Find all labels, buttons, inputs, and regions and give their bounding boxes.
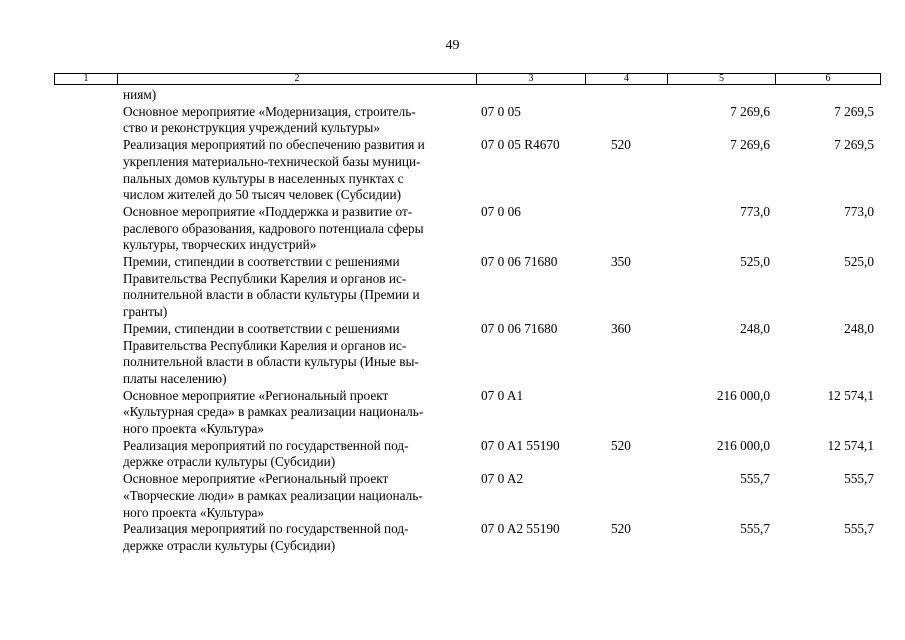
- row-name-line: Основное мероприятие «Региональный проект: [123, 387, 389, 403]
- row-name-line: «Творческие люди» в рамках реализации националь-: [123, 487, 423, 503]
- row-code: 07 0 A1 55190: [481, 437, 560, 453]
- row-amount-1: 248,0: [740, 320, 770, 336]
- table-row: [0, 438, 905, 471]
- row-amount-1: 773,0: [740, 203, 770, 219]
- row-name: [123, 104, 473, 137]
- row-amount-1: 555,7: [740, 521, 770, 537]
- row-name-line: полнительной власти в области культуры (Иные вы-: [123, 354, 419, 370]
- column-header-1: 1: [55, 74, 118, 85]
- table-row: [0, 471, 905, 521]
- row-amount-2: 555,7: [844, 471, 874, 487]
- row-name: [123, 471, 473, 521]
- row-name: [123, 204, 473, 254]
- row-code: 07 0 06 71680: [481, 320, 558, 336]
- row-expense-type: 360: [611, 320, 631, 336]
- row-name-line: держке отрасли культуры (Субсидии): [123, 454, 336, 470]
- row-amount-1: 7 269,6: [730, 137, 770, 153]
- row-code: 07 0 05: [481, 103, 521, 119]
- row-amount-1: 216 000,0: [716, 387, 770, 403]
- row-code: 07 0 05 R4670: [481, 137, 560, 153]
- row-name: [123, 137, 473, 204]
- row-amount-2: 525,0: [844, 254, 874, 270]
- table-body: [0, 87, 905, 555]
- row-name-line: Реализация мероприятий по государственной под-: [123, 521, 409, 537]
- column-header-row: [55, 74, 881, 85]
- table-row: [0, 204, 905, 254]
- table-row: [0, 254, 905, 321]
- row-amount-2: 12 574,1: [827, 387, 874, 403]
- row-name: [123, 521, 473, 554]
- row-name-line: укрепления материально-технической базы муници-: [123, 153, 421, 169]
- row-name-line: ного проекта «Культура»: [123, 421, 265, 437]
- row-name-line: Основное мероприятие «Поддержка и развитие от-: [123, 203, 413, 219]
- column-header-table: [54, 73, 881, 85]
- row-name-line: Основное мероприятие «Региональный проект: [123, 471, 389, 487]
- table-row: [0, 321, 905, 388]
- row-name-line: ство и реконструкция учреждений культуры»: [123, 120, 380, 136]
- row-name-line: Премии, стипендии в соответствии с решениями: [123, 254, 400, 270]
- row-name-line: Основное мероприятие «Модернизация, строитель-: [123, 103, 416, 119]
- row-code: 07 0 06 71680: [481, 254, 558, 270]
- table-row: [0, 104, 905, 137]
- row-expense-type: 520: [611, 137, 631, 153]
- row-name-line: раслевого образования, кадрового потенциала сферы: [123, 220, 424, 236]
- row-name-line: Реализация мероприятий по обеспечению развития и: [123, 137, 425, 153]
- row-code: 07 0 06: [481, 203, 521, 219]
- column-header-3: 3: [477, 74, 586, 85]
- row-amount-1: 216 000,0: [716, 437, 770, 453]
- row-name-line: числом жителей до 50 тысяч человек (Субсидии): [123, 187, 402, 203]
- row-name: [123, 321, 473, 388]
- row-name-line: платы населению): [123, 370, 227, 386]
- row-name-line: Реализация мероприятий по государственной под-: [123, 437, 409, 453]
- row-amount-1: 7 269,6: [730, 103, 770, 119]
- row-amount-2: 12 574,1: [827, 437, 874, 453]
- row-amount-2: 773,0: [844, 203, 874, 219]
- table-row: [0, 521, 905, 554]
- row-name-line: ниям): [123, 87, 157, 102]
- row-name-line: «Культурная среда» в рамках реализации националь-: [123, 404, 424, 420]
- column-header-6: 6: [776, 74, 881, 85]
- column-header-2: 2: [118, 74, 477, 85]
- row-name-line: культуры, творческих индустрий»: [123, 237, 317, 253]
- row-amount-1: 525,0: [740, 254, 770, 270]
- row-expense-type: 350: [611, 254, 631, 270]
- row-name-line: Премии, стипендии в соответствии с решениями: [123, 320, 400, 336]
- row-name: [123, 87, 473, 104]
- row-name-line: полнительной власти в области культуры (Премии и: [123, 287, 420, 303]
- column-header-5: 5: [668, 74, 776, 85]
- row-expense-type: 520: [611, 437, 631, 453]
- row-name-line: пальных домов культуры в населенных пунктах с: [123, 170, 404, 186]
- row-code: 07 0 A2: [481, 471, 524, 487]
- row-name-line: держке отрасли культуры (Субсидии): [123, 537, 336, 553]
- row-name: [123, 254, 473, 321]
- table-row: [0, 388, 905, 438]
- row-amount-2: 7 269,5: [834, 137, 874, 153]
- page-number: 49: [445, 38, 460, 53]
- row-amount-2: 7 269,5: [834, 103, 874, 119]
- row-amount-2: 248,0: [844, 320, 874, 336]
- row-name-line: ного проекта «Культура»: [123, 504, 265, 520]
- row-name-line: гранты): [123, 304, 168, 320]
- row-name-line: Правительства Республики Карелия и органов ис-: [123, 337, 407, 353]
- row-amount-2: 555,7: [844, 521, 874, 537]
- row-amount-1: 555,7: [740, 471, 770, 487]
- table-row: [0, 137, 905, 204]
- table-row: [0, 87, 905, 104]
- row-code: 07 0 A2 55190: [481, 521, 560, 537]
- row-expense-type: 520: [611, 521, 631, 537]
- row-name: [123, 438, 473, 471]
- column-header-4: 4: [586, 74, 668, 85]
- row-code: 07 0 A1: [481, 387, 524, 403]
- row-name-line: Правительства Республики Карелия и органов ис-: [123, 270, 407, 286]
- row-name: [123, 388, 473, 438]
